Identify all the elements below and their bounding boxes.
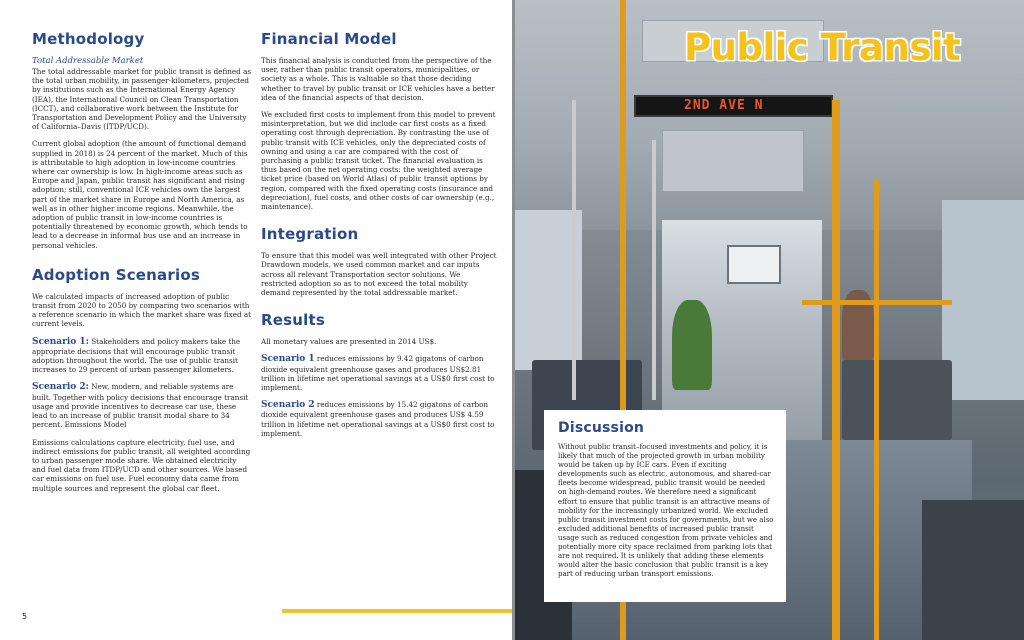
results-heading: Results [261,311,325,330]
integration-paragraph: To ensure that this model was well integrated with other Project Drawdown models, we used common market and car inputs across all relevant Transportation sector solutions. We restricted adoption so as to not exceed the total mobility demand represented by the total addressable market. [261,251,497,298]
emissions-paragraph: Emissions calculations capture electricity, fuel use, and indirect emissions for public transit, all weighted according to urban passenger mode share. We obtained electricity and fuel data from ITDP/UCD and other sources. We based car emissions on fuel use. Fuel economy data came from multiple sources and represent the global car fleet. [32,437,251,493]
adoption-scenario-1 [32,337,252,375]
scenario-1-text: Stakeholders and policy makers take the appropriate decisions that will encourage public transit adoption throughout the world. The use of public transit increases to 29 percent of urban passenger kilometers. [32,336,241,375]
passenger [672,300,712,390]
column-right [261,30,497,446]
page-number: 5 [22,612,28,621]
adoption-paragraph-1: We calculated impacts of increased adoption of public transit from 2020 to 2050 by comparing two scenarios with a reference scenario in which the market share was fixed at current levels. [32,291,252,329]
grab-pole [572,100,576,400]
grab-pole [832,100,840,640]
yellow-accent-bar [282,609,512,613]
methodology-paragraph-2: Current global adoption (the amount of functional demand supplied in 2018) is 24 percent of the market. Much of this is attributable to high adoption in low-income countries where car ownership is low. In high-income areas such as Europe and Japan, public transit has significant and rising adoption; still, conventional ICE vehicles own the largest part of the market share in Europe and North America, as well as in other higher income regions. Meanwhile, the adoption of public transit in low-income countries is potentially threatened by economic growth, which tends to lead to a decrease in informal bus use and an increase in personal vehicles. [32,139,248,250]
bus-window-right [942,200,1024,400]
page-gutter-shadow [512,0,515,640]
discussion-heading: Discussion [558,420,645,436]
financial-paragraph-2: We excluded first costs to implement from this model to prevent misinterpretation, but we did include car first costs as a fixed operating cost through depreciation. By contrasting the use of public transit with ICE vehicles, only the depreciated costs of owning and using a car are compared with the cost of purchasing a public transit ticket. The financial evaluation is thus based on the net operating costs: the weighted average ticket price (based on World Atlas) of public transit options by region, compared with the fixed operating costs (insurance and depreciation), fuel costs, and other costs of car ownership (e.g., maintenance). [261,110,496,212]
destination-sign-text: 2ND AVE N [684,98,764,113]
grab-pole [874,180,879,640]
integration-heading: Integration [261,225,359,244]
grab-rail [802,300,952,305]
results-scenario-2 [261,400,497,438]
results-scenario-1-label: Scenario 1 [261,354,315,365]
methodology-paragraph-1: The total addressable market for public transit is defined as the total urban mobility, in passenger-kilometers, projected by institutions such as the International Energy Agency (IEA), the International Council on Clean Transportation (ICCT), and collaborative work between the Institute for Transportation and Development Policy and the University of California–Davis (ITDP/UCD). [32,67,252,132]
grab-pole [652,140,656,400]
results-scenario-1-text: reduces emissions by 9.42 gigatons of carbon dioxide equivalent greenhouse gases and produces US$2.81 trillion in lifetime net operational savings at a US$0 first cost to implement. [261,354,495,393]
column-left [32,30,252,501]
financial-heading: Financial Model [261,30,397,48]
results-paragraph: All monetary values are presented in 2014 US$. [261,337,437,347]
financial-paragraph-1: This financial analysis is conducted from the perspective of the user, rather than public transit operators, municipalities, or society as a whole. This is valuable so that those deciding whether to travel by public transit or ICE vehicles have a better idea of the financial aspects of that decision. [261,56,495,102]
scenario-2-label: Scenario 2: [32,382,89,393]
results-scenario-1 [261,354,497,392]
front-seat [922,500,1024,640]
bus-seat [842,360,952,440]
discussion-paragraph: Without public transit–focused investments and policy, it is likely that much of the projected growth in urban mobility would be taken up by ICE cars. Even if exciting developments such as electric, autonomous, and shared-car fleets become widespread, public transit would be needed on high-demand routes. We therefore need a significant effort to ensure that public transit is an attractive means of mobility for the increasingly urbanized world. We excluded public transit investment costs for governments, but we also excluded additional benefits of increased public transit usage such as reduced congestion from private vehicles and potentially more city space reclaimed from parking lots that are not required. It is unlikely that adding these elements would alter the basic conclusion that public transit is a key part of reducing urban transport emissions. [558,443,774,579]
scenario-2-text: New, modern, and reliable systems are built. Together with policy decisions that encourage transit usage and provide incentives to decrease car use, these lead to an increase of public transit modal share to 34 percent. Emissions Model [32,382,249,430]
page-title: Public Transit [684,26,961,69]
results-scenario-2-label: Scenario 2 [261,400,315,411]
ceiling-panel [662,130,804,192]
adoption-heading: Adoption Scenarios [32,265,200,284]
methodology-heading: Methodology [32,30,145,48]
adoption-scenario-2 [32,382,252,429]
destination-sign [634,95,833,117]
results-scenario-2-text: reduces emissions by 15.42 gigatons of carbon dioxide equivalent greenhouse gases and produces US$ 4.59 trillion in lifetime net operational savings at a US$0 first cost to implement. [261,400,495,438]
scenario-1-label: Scenario 1: [32,336,89,347]
rear-window [727,245,781,284]
discussion-box [544,410,786,602]
tam-subheading: Total Addressable Market [32,56,144,66]
